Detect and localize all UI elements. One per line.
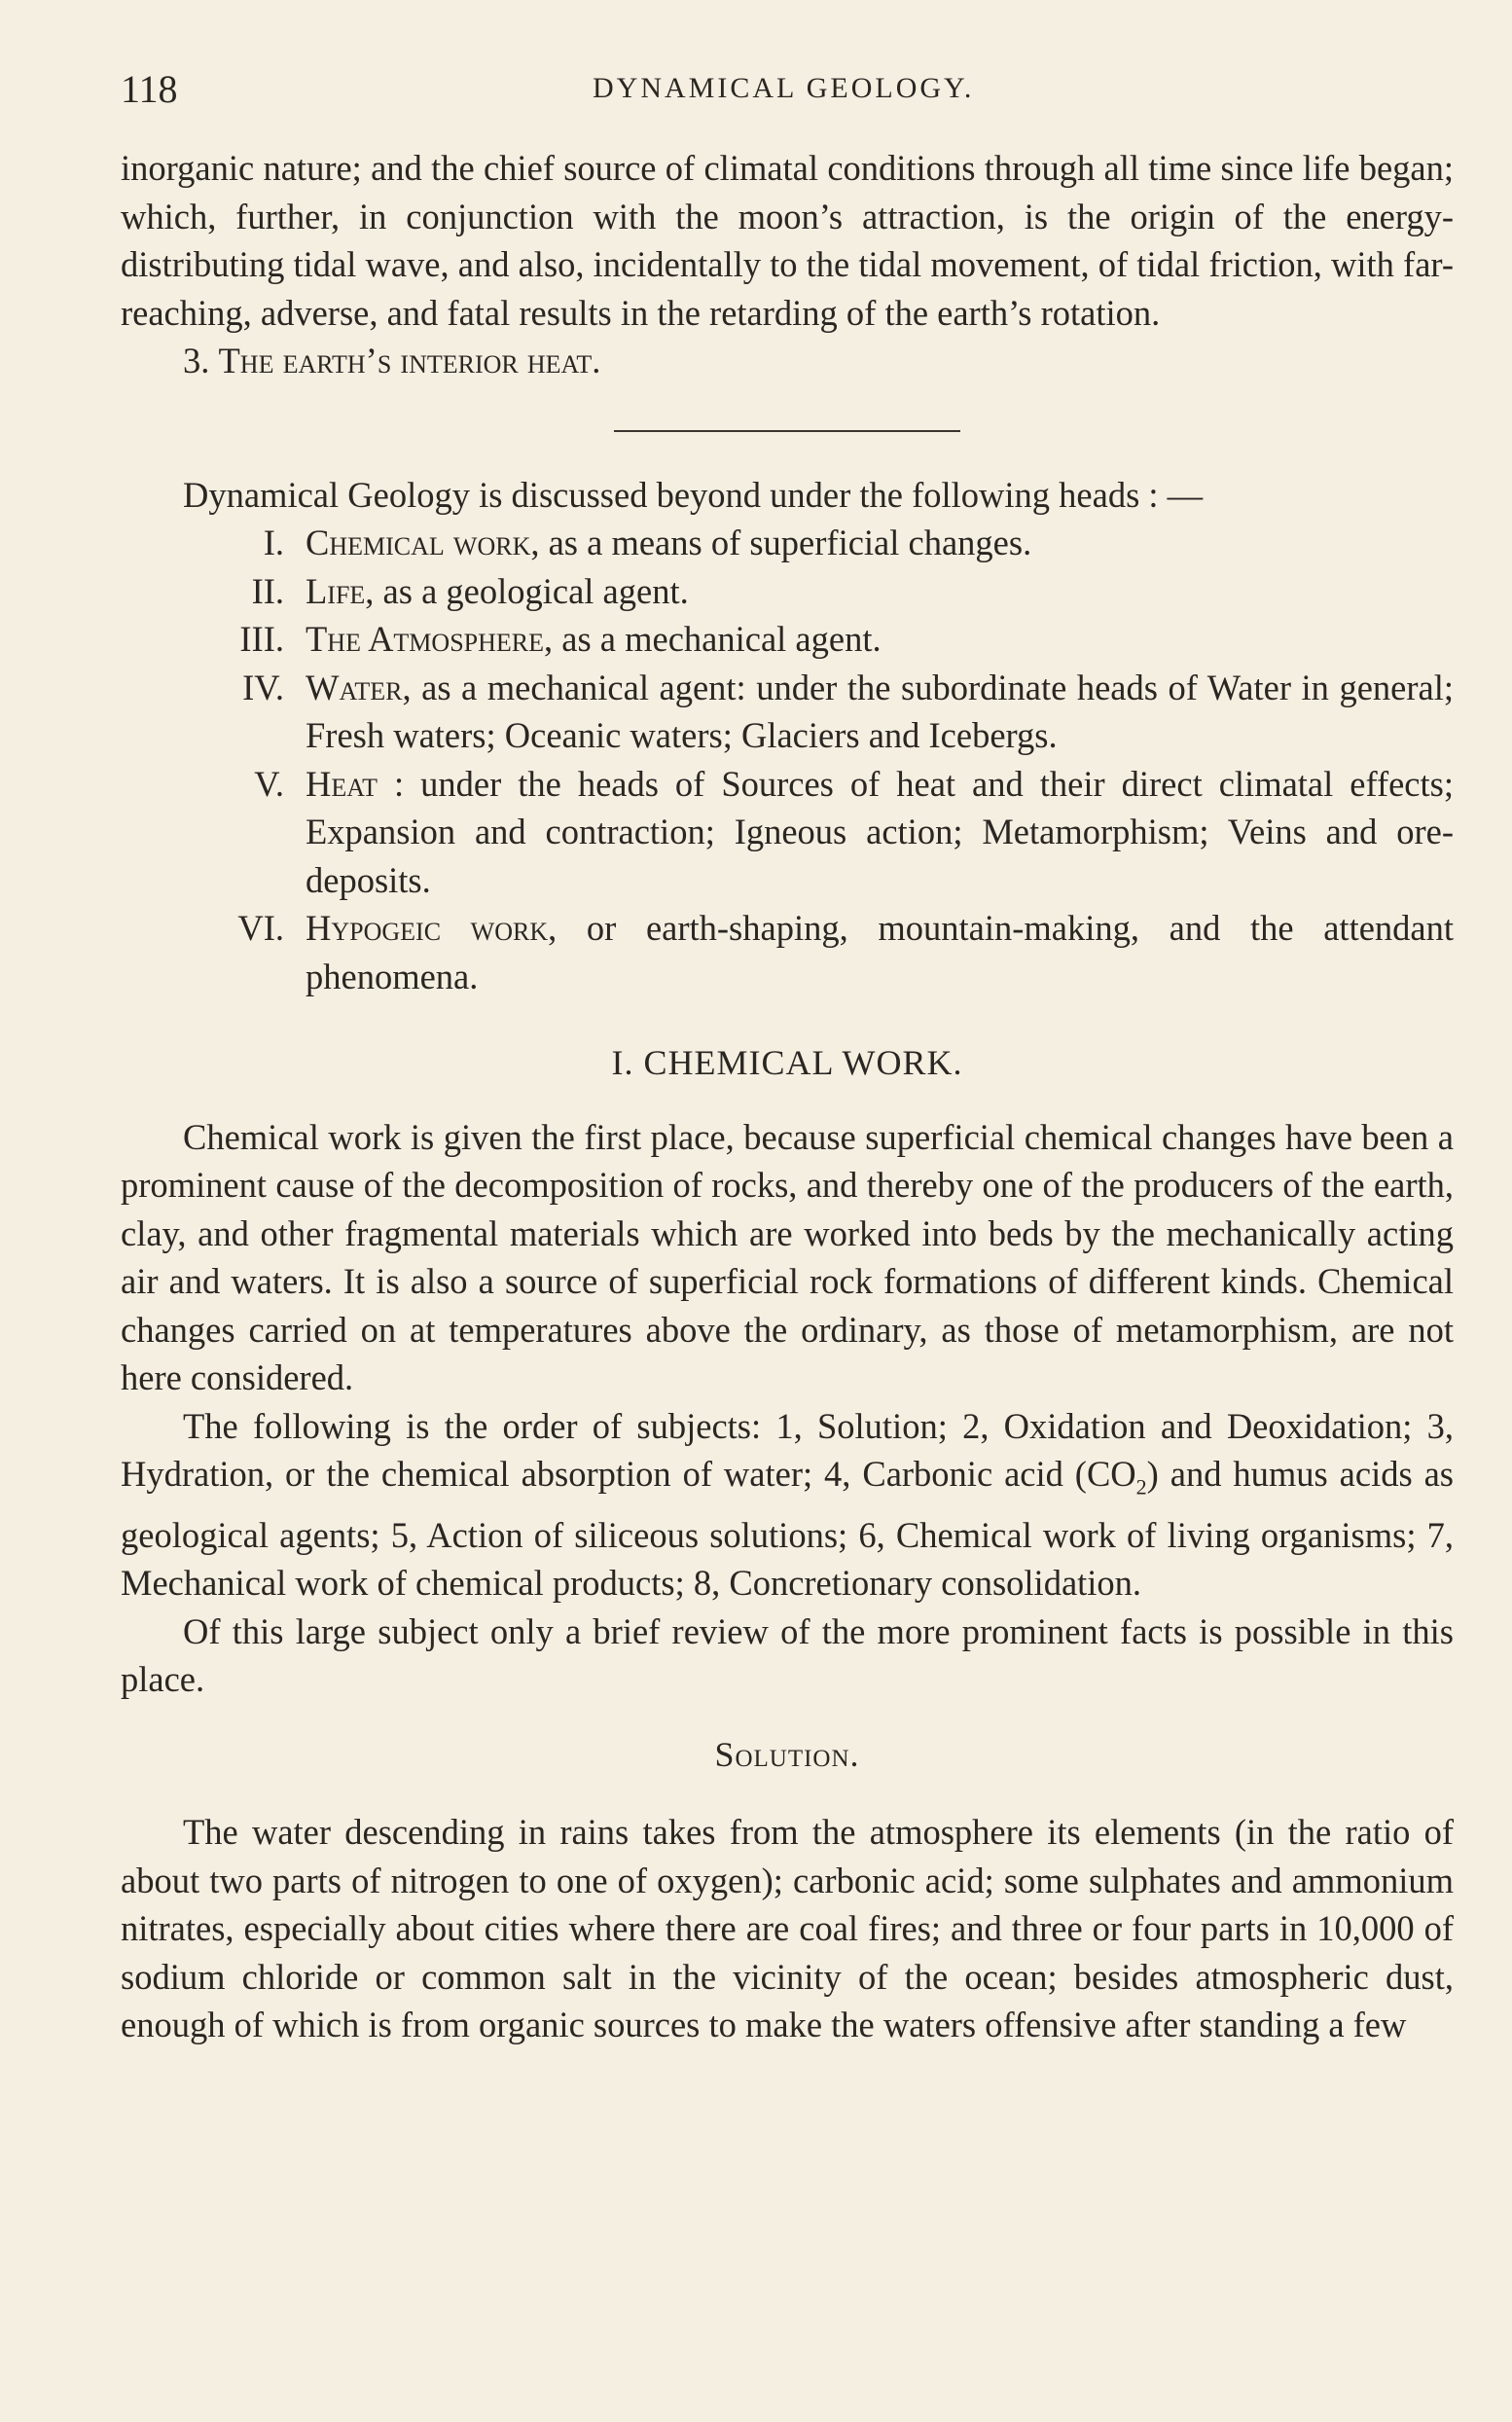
list-item-title: The Atmosphere [306,619,545,659]
chemical-work-paragraph-1: Chemical work is given the first place, because superficial chemical changes have been a prominent cause of the decomposition of rocks, and thereby one of the producers of the earth, clay, and other fragmental materials which are worked into beds by the mechanically acting air and waters. It is also a source of superficial rock formations of different kinds. Chemical changes carried on at temperatures above the ordinary, as those of metamorphism, are not here considered. [121,1116,1454,1397]
list-item-text: : under the heads of Sources of heat and their direct climatal effects; Expansion and contraction; Igneous action; Metamorphism; Veins and ore-deposits. [306,763,1454,900]
item-number: 3. [183,341,210,380]
list-item-title: Chemical work [306,523,531,562]
list-item [121,615,1454,664]
section-heading-solution: Solution. [714,1734,860,1774]
list-item-text: , as a means of superficial changes. [530,523,1032,562]
list-item-title: Heat [306,763,378,804]
paragraph-text: The following is the order of subjects: 1, Solution; 2, Oxidation and Deoxidation; 3, Hydration, or the chemical absorption of water; 4, Carbonic acid (CO [121,1405,1454,1494]
list-item [121,567,1454,616]
paragraph-text: ) and humus acids as geological agents; 5, Action of siliceous solutions; 6, Chemical work of living organisms; 7, Mechanical work of chemical products; 8, Concretionary consolidation. [121,1454,1454,1604]
list-item-number: IV. [242,667,284,707]
list-item [121,904,1454,1000]
list-item-title: Hypogeic work [306,908,549,948]
section-divider [614,430,960,432]
item-title: The earth’s interior heat. [218,341,601,380]
intro-item-3 [121,337,1454,385]
page-number: 118 [121,67,178,111]
chemical-work-paragraph-2 [121,1402,1454,1608]
list-item-number: III. [239,619,284,659]
list-item [121,760,1454,905]
solution-paragraph-1: The water descending in rains takes from the atmosphere its elements (in the ratio of about two parts of nitrogen to one of oxygen); carbonic acid; some sulphates and ammonium nitrates, especially about cities where there are coal fires; and three or four parts in 10,000 of sodium chloride or common salt in the vicinity of the ocean; besides atmospheric dust, enough of which is from organic sources to make the waters offensive after standing a few [121,1812,1454,2045]
list-item-number: II. [251,570,284,611]
list-item [121,664,1454,760]
list-item-text: , as a mechanical agent. [544,619,882,659]
list-item-number: V. [254,763,284,804]
list-item-number: VI. [237,908,284,948]
list-item-text: , as a mechanical agent: under the subordinate heads of Water in general; Fresh waters; Oceanic waters; Glaciers and Icebergs. [306,667,1454,755]
running-title: DYNAMICAL GEOLOGY. [593,72,975,104]
page-body [121,144,1454,2049]
list-item-text: , as a geological agent. [365,570,689,611]
list-item-text: , or earth-shaping, mountain-making, and the attendant phenomena. [306,908,1454,996]
list-item-number: I. [263,523,284,562]
list-item-title: Life [306,570,366,611]
page-header [121,66,1512,115]
heads-intro: Dynamical Geology is discussed beyond under the following heads : — [183,474,1204,515]
subscript: 2 [1135,1474,1147,1500]
list-item [121,519,1454,567]
list-item-title: Water [306,667,403,707]
heads-list [121,519,1454,1000]
intro-paragraph: inorganic nature; and the chief source of climatal conditions through all time since life began; which, further, in conjunction with the moon’s attraction, is the origin of the energy-distributing tidal wave, and also, incidentally to the tidal movement, of tidal friction, with far-reaching, adverse, and fatal results in the retarding of the earth’s rotation. [121,148,1454,333]
section-heading-chemical-work: I. CHEMICAL WORK. [611,1043,963,1082]
chemical-work-paragraph-3: Of this large subject only a brief review of the more prominent facts is possible in this place. [121,1610,1454,1700]
